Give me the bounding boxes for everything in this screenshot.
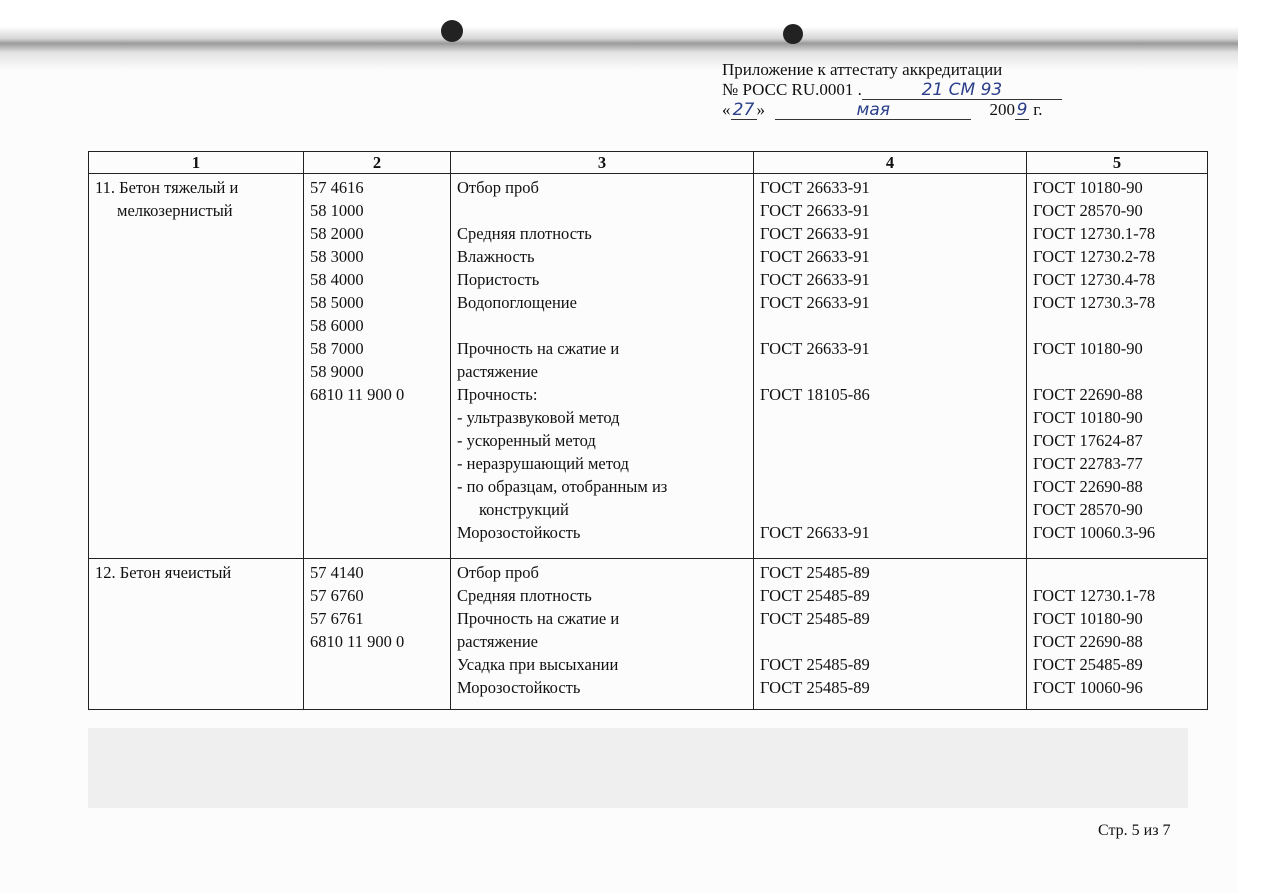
cell-line: мелкозернистый <box>117 201 233 220</box>
handwritten-year: 9 <box>1016 100 1028 120</box>
cell-line: 57 4616 <box>310 178 364 197</box>
cell-line: конструкций <box>479 500 569 519</box>
column-header: 3 <box>451 152 754 174</box>
cell-line: ГОСТ 26633-91 <box>760 178 870 197</box>
table-header-row <box>89 152 1208 174</box>
okp-codes-cell <box>304 174 451 559</box>
attestation-header <box>722 60 1062 120</box>
parameters-cell <box>451 559 754 710</box>
cell-line: ГОСТ 26633-91 <box>760 224 870 243</box>
cell-line: ГОСТ 26633-91 <box>760 293 870 312</box>
header-number <box>722 80 1062 100</box>
product-name-cell <box>89 559 304 710</box>
cell-line: ГОСТ 12730.1-78 <box>1033 224 1156 243</box>
date-year-suffix: г. <box>1029 100 1043 119</box>
date-year-prefix: 200 <box>989 100 1015 119</box>
column-header: 5 <box>1027 152 1208 174</box>
cell-line <box>760 475 1022 498</box>
cell-line: Влажность <box>457 247 535 266</box>
cell-line: 58 4000 <box>310 270 364 289</box>
cell-line: - по образцам, отобранным из <box>457 477 668 496</box>
cell-line: ГОСТ 25485-89 <box>760 586 870 605</box>
cell-line: ГОСТ 26633-91 <box>760 339 870 358</box>
cell-line: ГОСТ 12730.4-78 <box>1033 270 1156 289</box>
column-header: 4 <box>754 152 1027 174</box>
cell-line: ГОСТ 26633-91 <box>760 523 870 542</box>
cell-line: 11. Бетон тяжелый и <box>95 178 239 197</box>
cell-line <box>760 406 1022 429</box>
cell-line: 57 4140 <box>310 563 364 582</box>
date-close-quote: » <box>756 100 765 119</box>
cell-line: ГОСТ 18105-86 <box>760 385 870 404</box>
cell-line: 58 3000 <box>310 247 364 266</box>
cell-line: растяжение <box>457 362 538 381</box>
table-row <box>89 174 1208 559</box>
cell-line: Морозостойкость <box>457 523 581 542</box>
date-open-quote: « <box>722 100 731 119</box>
cell-line: - ускоренный метод <box>457 431 596 450</box>
cell-line <box>760 498 1022 521</box>
cell-line: - ультразвуковой метод <box>457 408 620 427</box>
cell-line: ГОСТ 10060-96 <box>1033 678 1143 697</box>
cell-line: ГОСТ 10180-90 <box>1033 339 1143 358</box>
cell-line: Средняя плотность <box>457 586 592 605</box>
cell-line: Пористость <box>457 270 540 289</box>
cell-line: Прочность на сжатие и <box>457 609 620 628</box>
table-row <box>89 559 1208 710</box>
test-standard-cell <box>1027 559 1208 710</box>
cell-line: ГОСТ 22783-77 <box>1033 454 1143 473</box>
okp-codes-cell <box>304 559 451 710</box>
cell-line <box>457 199 749 222</box>
cell-line: ГОСТ 10060.3-96 <box>1033 523 1156 542</box>
methods-standard-cell <box>754 174 1027 559</box>
binder-hole <box>441 20 463 42</box>
cell-line: 6810 11 900 0 <box>310 385 405 404</box>
cell-line: ГОСТ 25485-89 <box>1033 655 1143 674</box>
cell-line: ГОСТ 10180-90 <box>1033 408 1143 427</box>
header-title: Приложение к аттестату аккредитации <box>722 60 1003 79</box>
cell-line: ГОСТ 26633-91 <box>760 270 870 289</box>
cell-line: Водопоглощение <box>457 293 577 312</box>
cell-line: ГОСТ 22690-88 <box>1033 385 1143 404</box>
cell-line: ГОСТ 10180-90 <box>1033 178 1143 197</box>
cell-line: 12. Бетон ячеистый <box>95 563 232 582</box>
parameters-cell <box>451 174 754 559</box>
cell-line: ГОСТ 12730.1-78 <box>1033 586 1156 605</box>
product-name-cell <box>89 174 304 559</box>
column-header: 2 <box>304 152 451 174</box>
cell-line: ГОСТ 25485-89 <box>760 563 870 582</box>
cell-line: ГОСТ 22690-88 <box>1033 477 1143 496</box>
accreditation-table <box>88 151 1208 710</box>
page-number: Стр. 5 из 7 <box>1098 822 1171 839</box>
cell-line: ГОСТ 22690-88 <box>1033 632 1143 651</box>
handwritten-day: 27 <box>731 101 757 120</box>
cell-line: 57 6760 <box>310 586 364 605</box>
cell-line <box>1033 561 1203 584</box>
cell-line: ГОСТ 10180-90 <box>1033 609 1143 628</box>
cell-line <box>1033 360 1203 383</box>
cell-line: Усадка при высыхании <box>457 655 619 674</box>
cell-line: 58 6000 <box>310 316 364 335</box>
cell-line: растяжение <box>457 632 538 651</box>
cell-line: ГОСТ 25485-89 <box>760 609 870 628</box>
bleed-through-shadow <box>88 728 1188 808</box>
cell-line: 58 9000 <box>310 362 364 381</box>
cell-line <box>457 314 749 337</box>
cell-line: Прочность: <box>457 385 538 404</box>
cell-line <box>760 360 1022 383</box>
cell-line: ГОСТ 25485-89 <box>760 655 870 674</box>
header-date <box>722 100 1062 120</box>
cell-line: 58 2000 <box>310 224 364 243</box>
cell-line: Прочность на сжатие и <box>457 339 620 358</box>
cell-line: ГОСТ 25485-89 <box>760 678 870 697</box>
cell-line: ГОСТ 26633-91 <box>760 247 870 266</box>
header-number-prefix: № РОСС RU.0001 . <box>722 80 862 99</box>
cell-line <box>760 452 1022 475</box>
handwritten-month: мая <box>775 101 971 120</box>
cell-line: Отбор проб <box>457 563 539 582</box>
cell-line: ГОСТ 12730.2-78 <box>1033 247 1156 266</box>
cell-line: 6810 11 900 0 <box>310 632 405 651</box>
cell-line: 58 7000 <box>310 339 364 358</box>
cell-line: ГОСТ 28570-90 <box>1033 500 1143 519</box>
cell-line <box>760 314 1022 337</box>
cell-line: 57 6761 <box>310 609 364 628</box>
cell-line <box>760 429 1022 452</box>
cell-line: ГОСТ 28570-90 <box>1033 201 1143 220</box>
test-standard-cell <box>1027 174 1208 559</box>
page-edge <box>1238 0 1263 893</box>
cell-line <box>760 630 1022 653</box>
cell-line: 58 5000 <box>310 293 364 312</box>
cell-line <box>1033 314 1203 337</box>
cell-line: ГОСТ 26633-91 <box>760 201 870 220</box>
binder-hole <box>783 24 803 44</box>
methods-standard-cell <box>754 559 1027 710</box>
column-header: 1 <box>89 152 304 174</box>
cell-line: Средняя плотность <box>457 224 592 243</box>
cell-line: Морозостойкость <box>457 678 581 697</box>
cell-line: 58 1000 <box>310 201 364 220</box>
cell-line: ГОСТ 12730.3-78 <box>1033 293 1156 312</box>
cell-line: ГОСТ 17624-87 <box>1033 431 1143 450</box>
scan-shadow-band <box>0 0 1263 70</box>
cell-line: Отбор проб <box>457 178 539 197</box>
cell-line: - неразрушающий метод <box>457 454 629 473</box>
handwritten-number: 21 СМ 93 <box>862 81 1062 100</box>
